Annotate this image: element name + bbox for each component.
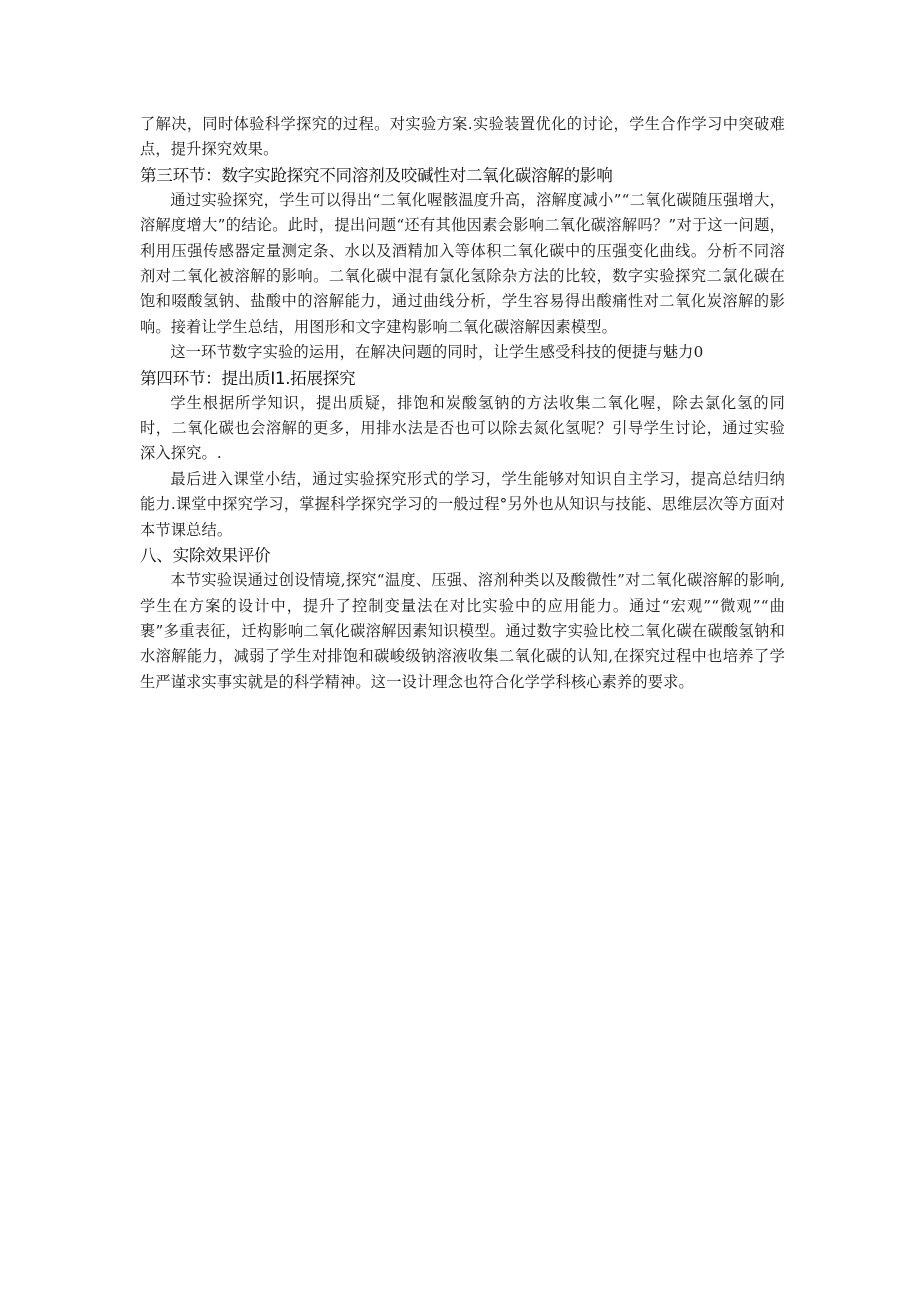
document-page: [140, 112, 785, 695]
paragraph-third-stage-summary: 这一环节数字实验的运用，在解决问题的同时，让学生感受科技的便捷与魅力0: [170, 343, 704, 362]
paragraph-third-stage-body: 通过实验探究，学生可以得出“二氧化喔骸温度升高，溶解度减小”“二氧化碳随压强增大，溶解度增大”的结论。此时，提出问题“还有其他因素会影响二氧化碳溶解吗？”对于这一问题，利用压强传感器定量测定条、水以及酒精加入等体积二氧化碳中的压强变化曲线。分析不同溶剂对二氧化被溶解的影响。二氧化碳中混有氯化氢除杂方法的比较，数字实验探究二氯化碳在饱和啜酸氢钠、盐酸中的溶解能力，通过曲线分析，学生容易得出酸痛性对二氧化炭溶解的影响。接着让学生总结，用图形和文字建构影响二氧化碳溶解因素模型。: [140, 190, 785, 336]
paragraph-class-summary: 最后进入课堂小结，通过实验探究形式的学习，学生能够对知识自主学习，提高总结归纳能力.课堂中探究学习，掌握科学探究学习的一般过程°另外也从知识与技能、思维层次等方面对本节课总结。: [140, 469, 785, 539]
paragraph-fourth-stage-body: 学生根据所学知识，提出质疑，排饱和炭酸氢钠的方法收集二氧化喔，除去氯化氢的同时，二氧化碳也会溶解的更多，用排水法是否也可以除去氮化氢呢？引导学生讨论，通过实验深入探究。.: [140, 393, 785, 463]
section-heading-third-stage: 第三环节：数字实跄探究不同溶剂及咬碱性对二氧化碳溶解的影响: [140, 165, 613, 185]
paragraph-intro-continuation: 了解决，同时体验科学探究的过程。对实验方案.实验装置优化的讨论，学生合作学习中突破难点，提升探究效果。: [140, 115, 785, 159]
section-heading-evaluation: 八、实除效果评价: [140, 546, 271, 566]
section-heading-fourth-stage: 第四环节：提出质I1.拓展探究: [140, 368, 356, 388]
paragraph-evaluation-body: 本节实验误通过创设情境,探究“温度、压强、溶剂种类以及酸微性”对二氧化碳溶解的影响,学生在方案的设计中，提升了控制变量法在对比实验中的应用能力。通过“宏观”“微观”“曲裹”多重表征，迁构影响二氧化碳溶解因素知识模型。通过数字实验比校二氧化碳在碳酸氢钠和水溶解能力，减弱了学生对排饱和碳峻级钠溶液收集二氧化碳的认知,在探究过程中也培养了学生严谨求实事实就是的科学精神。这一设计理念也符合化学学科核心素养的要求。: [140, 571, 785, 691]
